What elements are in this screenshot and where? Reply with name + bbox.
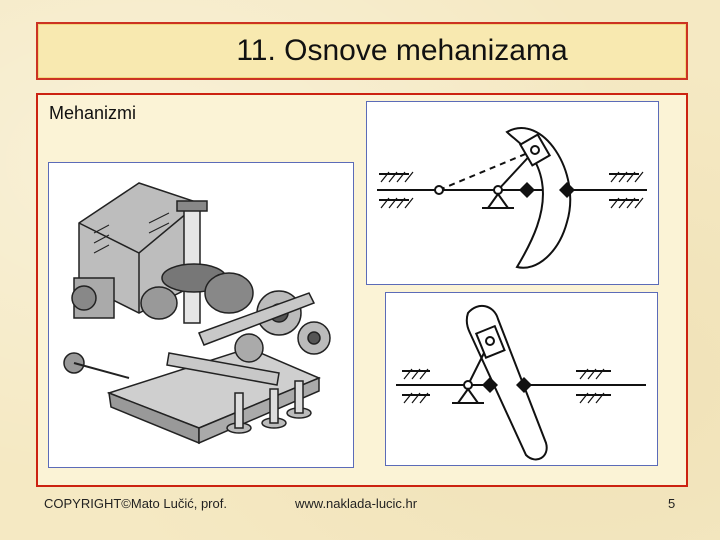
title-banner [36, 22, 688, 80]
footer-url: www.naklada-lucic.hr [295, 496, 418, 511]
mechanism-illustration [48, 162, 354, 468]
mechanism-diagram-bottom [385, 292, 658, 466]
page-number: 5 [668, 496, 676, 511]
slide-subtitle: Mehanizmi [49, 103, 137, 123]
footer-copyright: COPYRIGHT©Mato Lučić, prof. [44, 496, 227, 511]
slide-title: 11. Osnove mehanizama [236, 34, 568, 67]
mechanism-diagram-top [366, 101, 659, 285]
